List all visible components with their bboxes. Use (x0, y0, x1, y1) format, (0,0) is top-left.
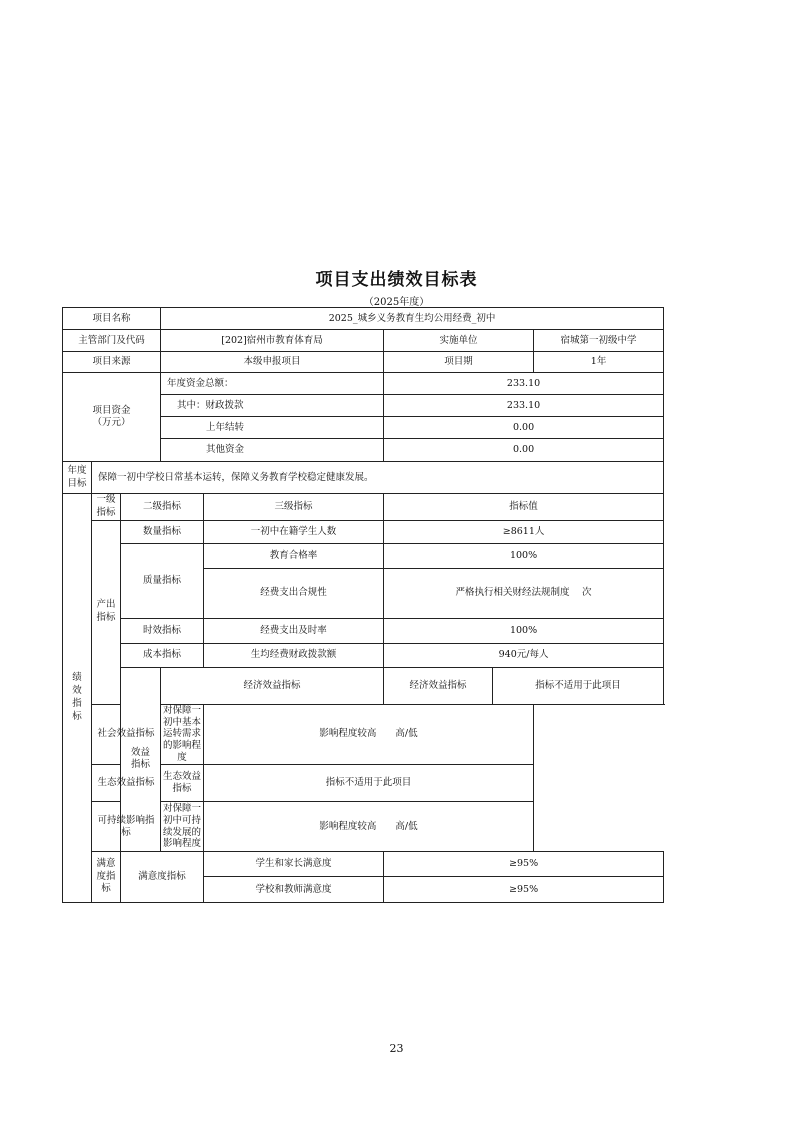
quality-indicator-value-2: 严格执行相关财经法规制度 次 (384, 568, 664, 618)
sustainable-indicator-label: 可持续影响指标 (92, 802, 161, 852)
social-indicator-name: 对保障一初中基本运转需求的影响程度 (161, 704, 204, 764)
indicators-header-row (63, 494, 664, 521)
cost-indicator-value: 940元/每人 (384, 643, 664, 667)
document-title: 项目支出绩效目标表 (315, 270, 478, 290)
quality-indicator-name-1: 教育合格率 (204, 543, 384, 568)
quality-indicator-name-2: 经费支出合规性 (204, 568, 384, 618)
indicator-row (63, 618, 664, 643)
satisfaction-indicator-name-1: 学生和家长满意度 (204, 852, 384, 877)
funds-carry-label: 上年结转 (161, 417, 384, 439)
indicator-row (63, 802, 664, 852)
indicator-row (63, 520, 664, 543)
quality-indicator-label: 质量指标 (121, 543, 204, 618)
implementing-unit-label: 实施单位 (384, 330, 534, 352)
source-value: 本级申报项目 (161, 352, 384, 373)
cost-indicator-label: 成本指标 (121, 643, 204, 667)
implementing-unit-value: 宿城第一初级中学 (534, 330, 664, 352)
department-value: [202]宿州市教育体育局 (161, 330, 384, 352)
document-year: （2025年度） (363, 297, 430, 308)
satisfaction-indicator-name-2: 学校和教师满意度 (204, 877, 384, 903)
period-label: 项目期 (384, 352, 534, 373)
timeliness-indicator-label: 时效指标 (121, 618, 204, 643)
timeliness-indicator-value: 100% (384, 618, 664, 643)
annual-goal-text: 保障一初中学校日常基本运转，保障义务教育学校稳定健康发展。 (92, 462, 664, 494)
social-indicator-value: 影响程度较高 高/低 (204, 704, 534, 764)
project-name-value: 2025_城乡义务教育生均公用经费_初中 (161, 308, 664, 330)
funds-label: 项目资金 (92, 405, 131, 417)
header-value: 指标值 (384, 494, 664, 521)
header-level1: 一级指标 (92, 494, 121, 521)
output-indicators-group: 产出指标 (92, 520, 121, 704)
funds-other-label: 其他资金 (161, 439, 384, 462)
department-label: 主管部门及代码 (63, 330, 161, 352)
header-level2: 二级指标 (121, 494, 204, 521)
benefit-indicators-group: 效益指标 (121, 667, 161, 851)
annual-goal-label: 年度目标 (63, 462, 92, 494)
social-indicator-label: 社会效益指标 (92, 704, 161, 764)
funds-total-value: 233.10 (384, 373, 664, 395)
quantity-indicator-name: 一初中在籍学生人数 (204, 520, 384, 543)
department-row (63, 330, 664, 352)
performance-goal-table (62, 307, 664, 903)
funds-total-label: 年度资金总额： (161, 373, 384, 395)
ecological-indicator-label: 生态效益指标 (92, 765, 161, 802)
indicator-row (63, 643, 664, 667)
funds-other-value: 0.00 (384, 439, 664, 462)
funds-carry-value: 0.00 (384, 417, 664, 439)
satisfaction-indicators-group: 满意度指标 (92, 852, 121, 903)
cost-indicator-name: 生均经费财政拨款额 (204, 643, 384, 667)
source-label: 项目来源 (63, 352, 161, 373)
satisfaction-indicator-label: 满意度指标 (121, 852, 204, 903)
indicator-row (63, 704, 664, 764)
sustainable-indicator-name: 对保障一初中可持续发展的影响程度 (161, 802, 204, 852)
ecological-indicator-value: 指标不适用于此项目 (204, 765, 534, 802)
ecological-indicator-name: 生态效益指标 (161, 765, 204, 802)
funds-label-cell (63, 373, 161, 462)
performance-indicators-group: 绩效指标 (63, 494, 92, 903)
funds-unit: （万元） (92, 417, 131, 428)
quality-indicator-value-1: 100% (384, 543, 664, 568)
economic-indicator-name: 经济效益指标 (384, 667, 493, 704)
funds-fiscal-value: 233.10 (384, 395, 664, 417)
annual-goal-row (63, 462, 664, 494)
header-level3: 三级指标 (204, 494, 384, 521)
satisfaction-indicator-value-2: ≥95% (384, 877, 664, 903)
project-name-row (63, 308, 664, 330)
quantity-indicator-label: 数量指标 (121, 520, 204, 543)
indicator-row (63, 543, 664, 568)
indicator-row (63, 765, 664, 802)
economic-indicator-label: 经济效益指标 (161, 667, 384, 704)
economic-indicator-value: 指标不适用于此项目 (493, 667, 664, 704)
funds-total-row (63, 373, 664, 395)
sustainable-indicator-value: 影响程度较高 高/低 (204, 802, 534, 852)
satisfaction-indicator-value-1: ≥95% (384, 852, 664, 877)
indicator-row (63, 667, 664, 704)
quantity-indicator-value: ≥8611人 (384, 520, 664, 543)
source-row (63, 352, 664, 373)
funds-fiscal-label: 其中：财政拨款 (161, 395, 384, 417)
period-value: 1年 (534, 352, 664, 373)
indicator-row (63, 852, 664, 877)
timeliness-indicator-name: 经费支出及时率 (204, 618, 384, 643)
project-name-label: 项目名称 (63, 308, 161, 330)
page-number: 23 (389, 1042, 404, 1055)
